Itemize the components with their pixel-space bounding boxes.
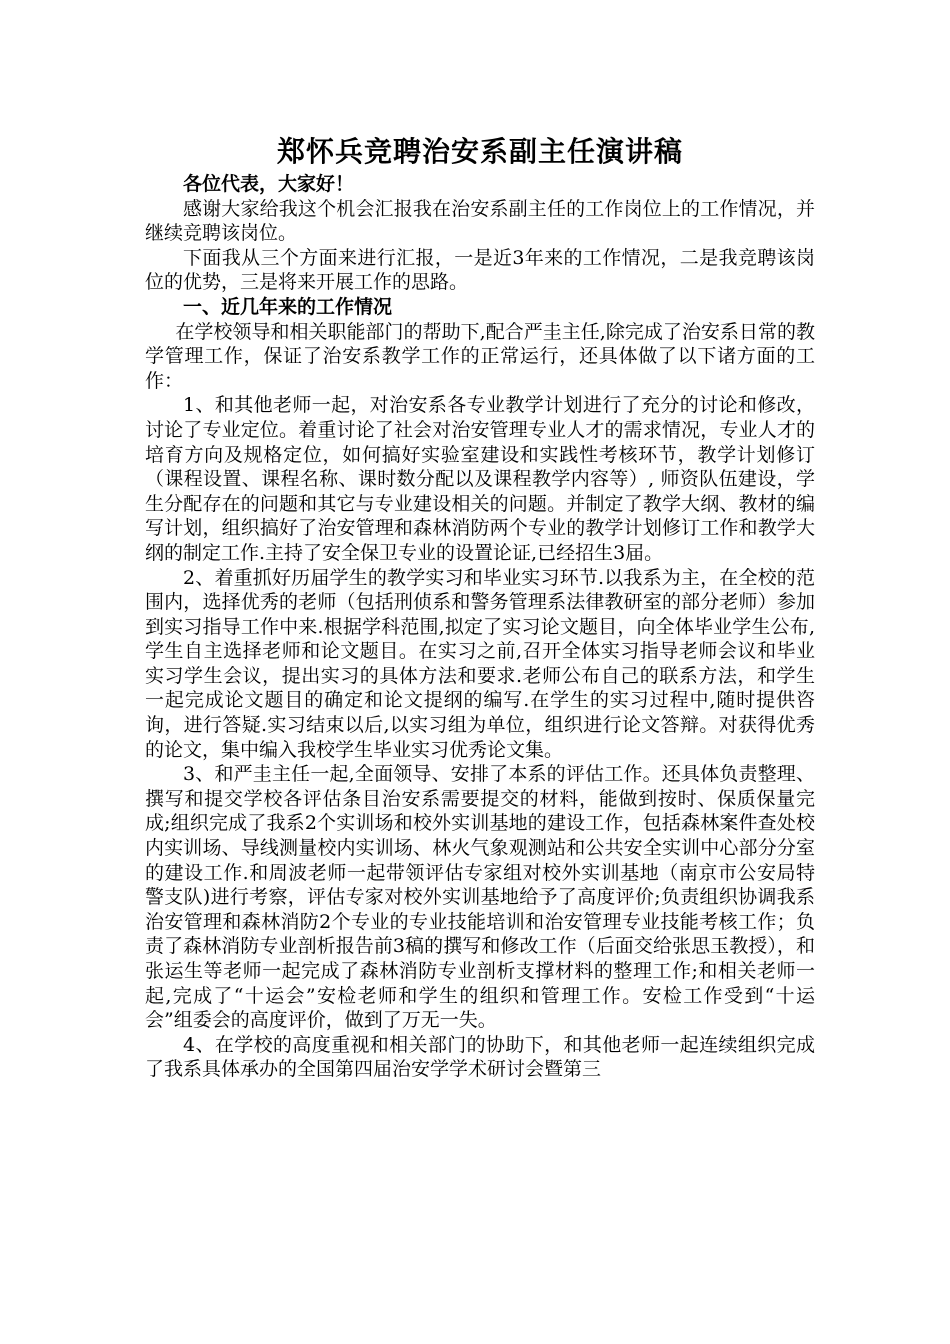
section-intro-paragraph: 在学校领导和相关职能部门的帮助下,配合严圭主任,除完成了治安系日常的教学管理工作，保证了治安系教学工作的正常运行，还具体做了以下诸方面的工作： [145,320,815,392]
item-3-paragraph: 3、和严圭主任一起,全面领导、安排了本系的评估工作。还具体负责整理、撰写和提交学校各评估条目治安系需要提交的材料，能做到按时、保质保量完成;组织完成了我系2个实训场和校外实训基地的建设工作，包括森林案件查处校内实训场、导线测量校内实训场、林火气象观测站和公共安全实训中心部分分室的建设工作.和周波老师一起带领评估专家组对校外实训基地（南京市公安局特警支队)进行考察，评估专家对校外实训基地给予了高度评价;负责组织协调我系治安管理和森林消防2个专业的专业技能培训和治安管理专业技能考核工作；负责了森林消防专业剖析报告前3稿的撰写和修改工作（后面交给张思玉教授），和张运生等老师一起完成了森林消防专业剖析支撑材料的整理工作;和相关老师一起,完成了“十运会”安检老师和学生的组织和管理工作。安检工作受到“十运会”组委会的高度评价，做到了万无一失。 [145,763,815,1032]
item-4-paragraph: 4、在学校的高度重视和相关部门的协助下，和其他老师一起连续组织完成了我系具体承办的全国第四届治安学学术研讨会暨第三 [145,1033,815,1081]
intro-paragraph: 感谢大家给我这个机会汇报我在治安系副主任的工作岗位上的工作情况，并继续竞聘该岗位。 [145,197,815,245]
item-1-paragraph: 1、和其他老师一起，对治安系各专业教学计划进行了充分的讨论和修改，讨论了专业定位。着重讨论了社会对治安管理专业人才的需求情况，专业人才的培育方向及规格定位，如何搞好实验室建设和实践性考核环节，教学计划修订（课程设置、课程名称、课时数分配以及课程教学内容等）, 师资队伍建设，学生分配存在的问题和其它与专业建设相关的问题。并制定了教学大纲、教材的编写计划，组织搞好了治安管理和森林消防两个专业的教学计划修订工作和教学大纲的制定工作.主持了安全保卫专业的设置论证,已经招生3届。 [145,394,815,564]
section-heading: 一、近几年来的工作情况 [183,295,393,318]
document-title: 郑怀兵竞聘治安系副主任演讲稿 [276,135,683,168]
outline-paragraph: 下面我从三个方面来进行汇报，一是近3年来的工作情况，二是我竞聘该岗位的优势，三是将来开展工作的思路。 [145,246,815,294]
document-page [145,132,815,1082]
greeting-paragraph: 各位代表，大家好！ [183,173,355,195]
item-2-paragraph: 2、着重抓好历届学生的教学实习和毕业实习环节.以我系为主，在全校的范围内，选择优秀的老师（包括刑侦系和警务管理系法律教研室的部分老师）参加到实习指导工作中来.根据学科范围,拟定了实习论文题目，向全体毕业学生公布,学生自主选择老师和论文题目。在实习之前,召开全体实习指导老师会议和毕业实习学生会议，提出实习的具体方法和要求.老师公布自己的联系方法，和学生一起完成论文题目的确定和论文提纲的编写.在学生的实习过程中,随时提供咨询，进行答疑.实习结束以后,以实习组为单位，组织进行论文答辩。对获得优秀的论文，集中编入我校学生毕业实习优秀论文集。 [145,566,815,761]
